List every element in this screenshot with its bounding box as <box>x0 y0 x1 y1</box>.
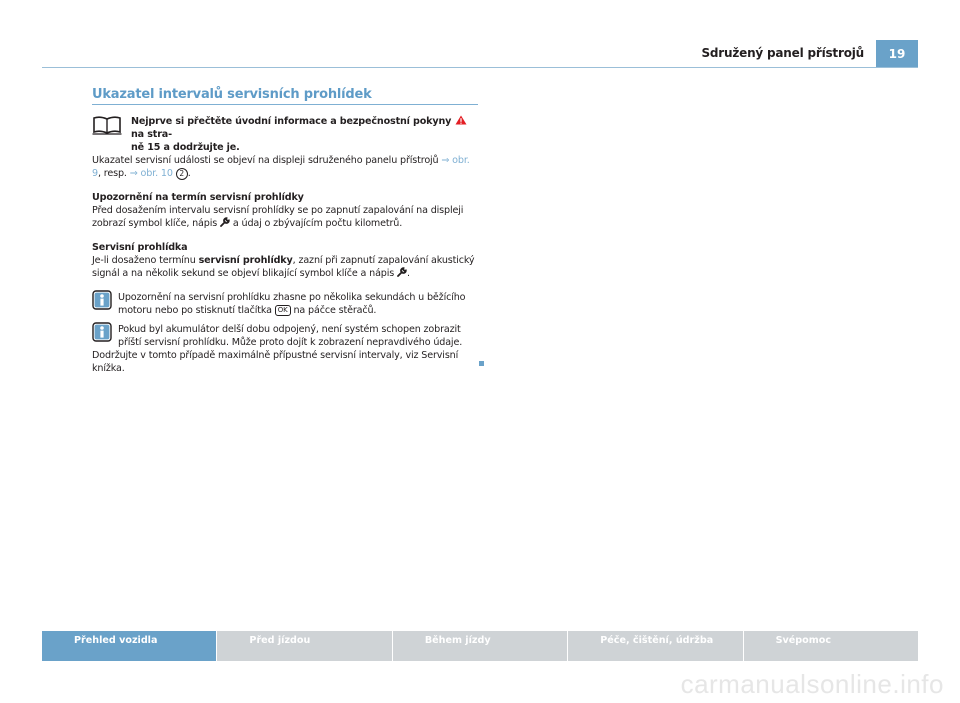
header-divider <box>42 67 918 68</box>
callout-number: 2 <box>176 168 188 180</box>
intro-text-end: . <box>187 168 191 179</box>
caution-notice <box>131 115 481 154</box>
service-text: Je-li dosaženo termínu <box>92 255 196 266</box>
section-end-marker <box>479 361 484 366</box>
section-title: Ukazatel intervalů servisních prohlídek <box>92 87 372 102</box>
caution-text-cont: na stra- <box>131 129 172 140</box>
reminder-line-1: Před dosažením intervalu servisní prohlídky se po zapnutí zapalování na displeji <box>92 205 464 216</box>
figure-link-9[interactable]: ⇒ obr. 9 <box>92 155 470 179</box>
note-2-top <box>118 323 478 349</box>
page-header-title: Sdružený panel přístrojů <box>701 46 864 60</box>
note-2-line-1: Pokud byl akumulátor delší dobu odpojený, není systém schopen zobrazit <box>118 324 461 335</box>
reminder-line-2: zobrazí symbol klíče, nápis <box>92 218 218 229</box>
section-divider <box>92 104 478 105</box>
ok-key: OK <box>275 305 291 316</box>
intro-text: Ukazatel servisní události se objeví na displeji sdruženého panelu přístrojů <box>92 155 439 166</box>
figure-link-10[interactable]: ⇒ obr. 10 <box>129 168 173 179</box>
wrench-icon <box>220 217 230 227</box>
reminder-heading: Upozornění na termín servisní prohlídky <box>92 192 304 203</box>
caution-text: Nejprve si přečtěte úvodní informace a bezpečnostní pokyny <box>131 116 452 127</box>
intro-paragraph <box>92 154 478 180</box>
service-line-2: signál a na několik sekund se objeví blikající symbol klíče a nápis <box>92 268 395 279</box>
tab-pece-cisteni-udrzba[interactable]: Péče, čištění, údržba <box>568 631 742 661</box>
note-1-line-1: Upozornění na servisní prohlídku zhasne po několika sekundách u běžícího <box>118 292 466 303</box>
tab-pred-jizdou[interactable]: Před jízdou <box>217 631 391 661</box>
intro-text-resp: , resp. <box>97 168 127 179</box>
note-2-line-2: příští servisní prohlídku. Může proto dojít k zobrazení nepravdivého údaje. <box>118 337 463 348</box>
note-2-line-4: knížka. <box>92 363 125 374</box>
watermark: carmanualsonline.info <box>680 669 944 699</box>
info-icon <box>92 290 112 310</box>
note-1-line-2: motoru nebo po stisknutí tlačítka <box>118 305 272 316</box>
tab-behem-jizdy[interactable]: Během jízdy <box>393 631 567 661</box>
reminder-paragraph <box>92 204 478 230</box>
service-line-2-end: . <box>407 268 410 279</box>
service-heading: Servisní prohlídka <box>92 242 188 253</box>
info-icon <box>92 322 112 342</box>
chapter-navigation <box>42 631 918 661</box>
tab-svepomoc[interactable]: Svépomoc <box>744 631 918 661</box>
note-1-line-2-end: na páčce stěračů. <box>293 305 377 316</box>
service-bold-term: servisní prohlídky <box>198 255 293 266</box>
service-paragraph <box>92 254 478 280</box>
service-text-cont: , zazní při zapnutí zapalování akustický <box>292 255 475 266</box>
warning-triangle-icon <box>455 115 467 125</box>
wrench-icon <box>397 267 407 277</box>
page-number-badge: 19 <box>876 40 918 68</box>
caution-text-end: ně 15 a dodržujte je. <box>131 142 240 153</box>
note-2-line-3: Dodržujte v tomto případě maximálně přípustné servisní intervaly, viz Servisní <box>92 350 459 361</box>
reminder-line-2-end: a údaj o zbývajícím počtu kilometrů. <box>232 218 403 229</box>
note-2-bottom <box>92 349 478 375</box>
tab-prehled-vozidla[interactable]: Přehled vozidla <box>42 631 216 661</box>
note-1 <box>118 291 478 317</box>
book-icon <box>92 115 122 135</box>
